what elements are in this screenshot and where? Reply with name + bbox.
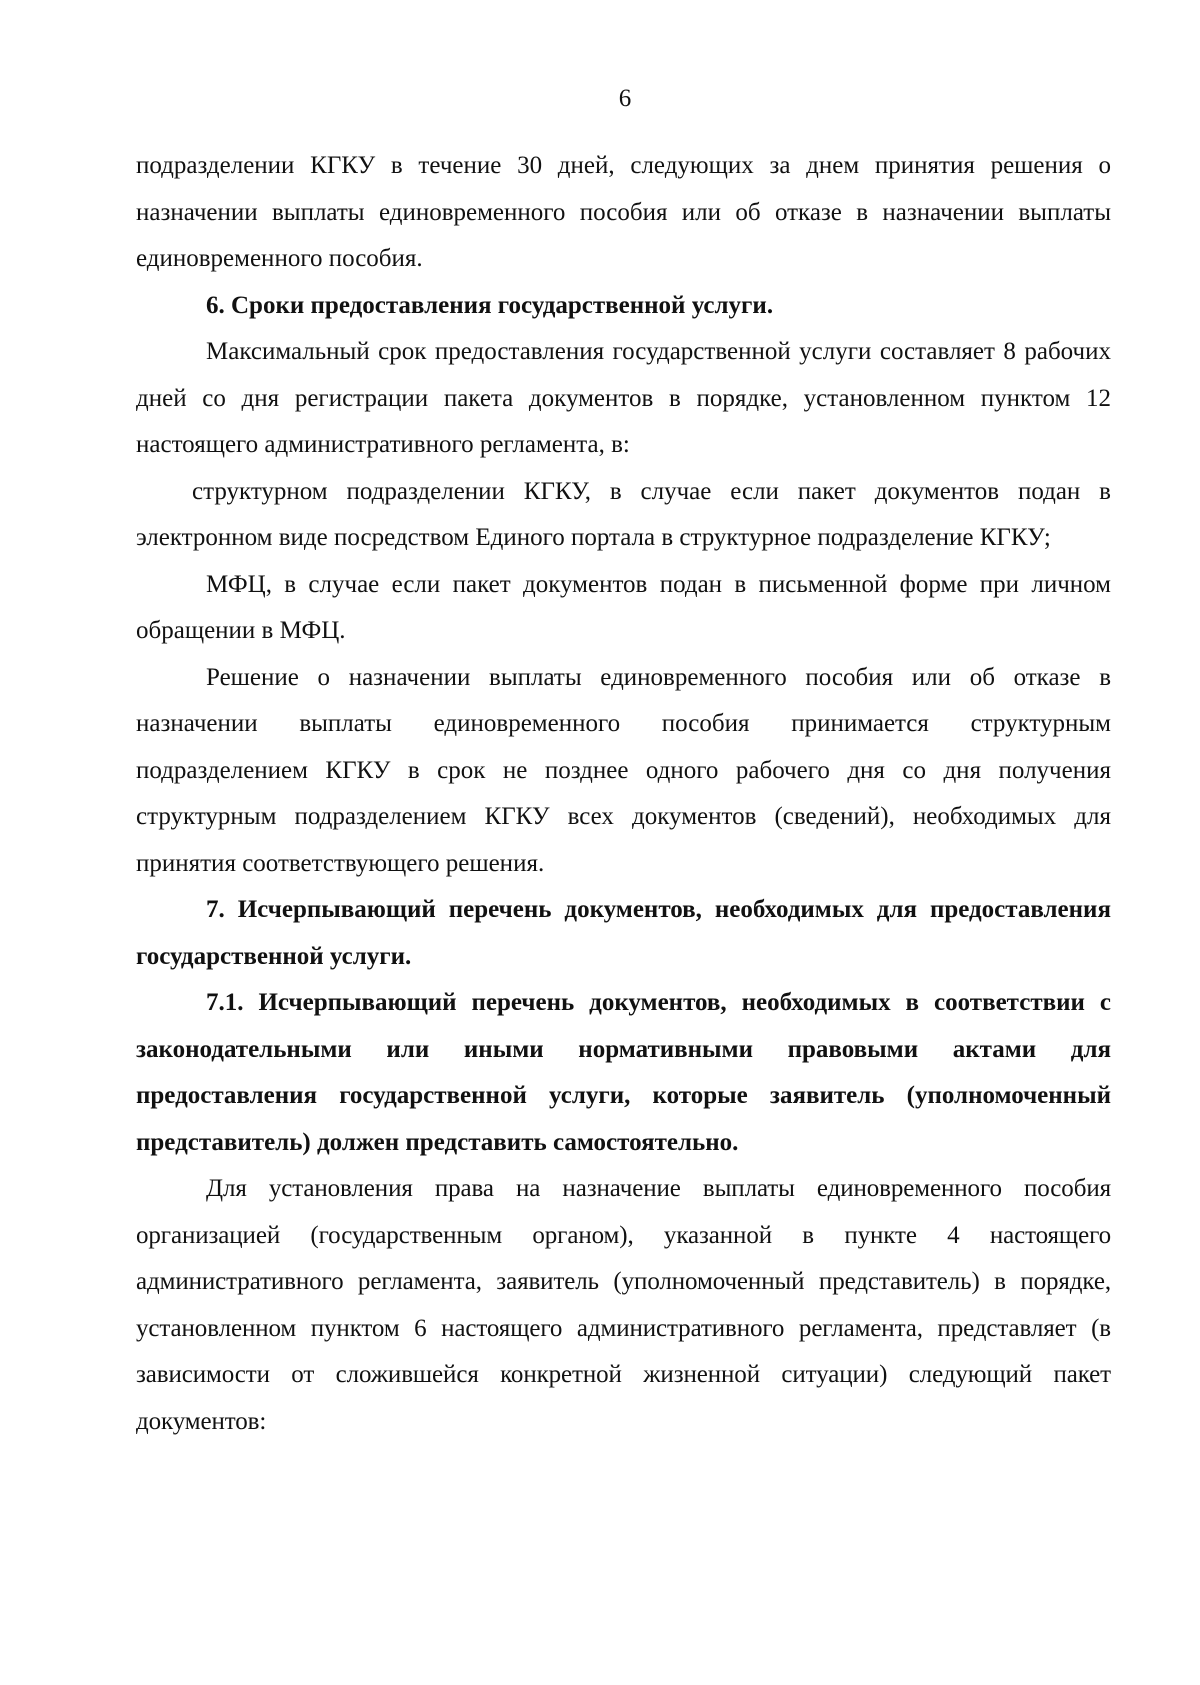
section-heading-7-1: 7.1. Исчерпывающий перечень документов, необходимых в соответствии с законодательными или иными нормативными правовыми актами для предоставления государственной услуги, которые заявитель (уполномоченный представитель) должен представить самостоятельно. [136, 989, 1111, 1156]
paragraph-continuation: подразделении КГКУ в течение 30 дней, следующих за днем принятия решения о назначении выплаты единовременного пособия или об отказе в назначении выплаты единовременного пособия. [136, 152, 1111, 272]
section-heading-6: 6. Сроки предоставления государственной услуги. [206, 291, 774, 319]
paragraph-mfc: МФЦ, в случае если пакет документов подан в письменной форме при личном обращении в МФЦ. [136, 570, 1111, 644]
paragraph-decision: Решение о назначении выплаты единовременного пособия или об отказе в назначении выплаты единовременного пособия принимается структурным подразделением КГКУ в срок не позднее одного рабочего дня со дня получения структурным подразделением КГКУ всех документов (сведений), необходимых для принятия соответствующего решения. [136, 663, 1111, 877]
page-number: 6 [618, 85, 632, 112]
paragraph-documents-package: Для установления права на назначение выплаты единовременного пособия организацией (государственным органом), указанной в пункте 4 настоящего административного регламента, заявитель (уполномоченный представитель) в порядке, установленном пунктом 6 настоящего административного регламента, представляет (в зависимости от сложившейся конкретной жизненной ситуации) следующий пакет документов: [136, 1175, 1111, 1435]
document-body [136, 143, 1111, 1445]
section-heading-7: 7. Исчерпывающий перечень документов, необходимых для предоставления государственной услуги. [136, 896, 1111, 970]
paragraph-max-term: Максимальный срок предоставления государственной услуги составляет 8 рабочих дней со дня регистрации пакета документов в порядке, установленном пунктом 12 настоящего административного регламента, в: [136, 338, 1111, 458]
paragraph-kgku-electronic: структурном подразделении КГКУ, в случае если пакет документов подан в электронном виде посредством Единого портала в структурное подразделение КГКУ; [136, 477, 1111, 551]
